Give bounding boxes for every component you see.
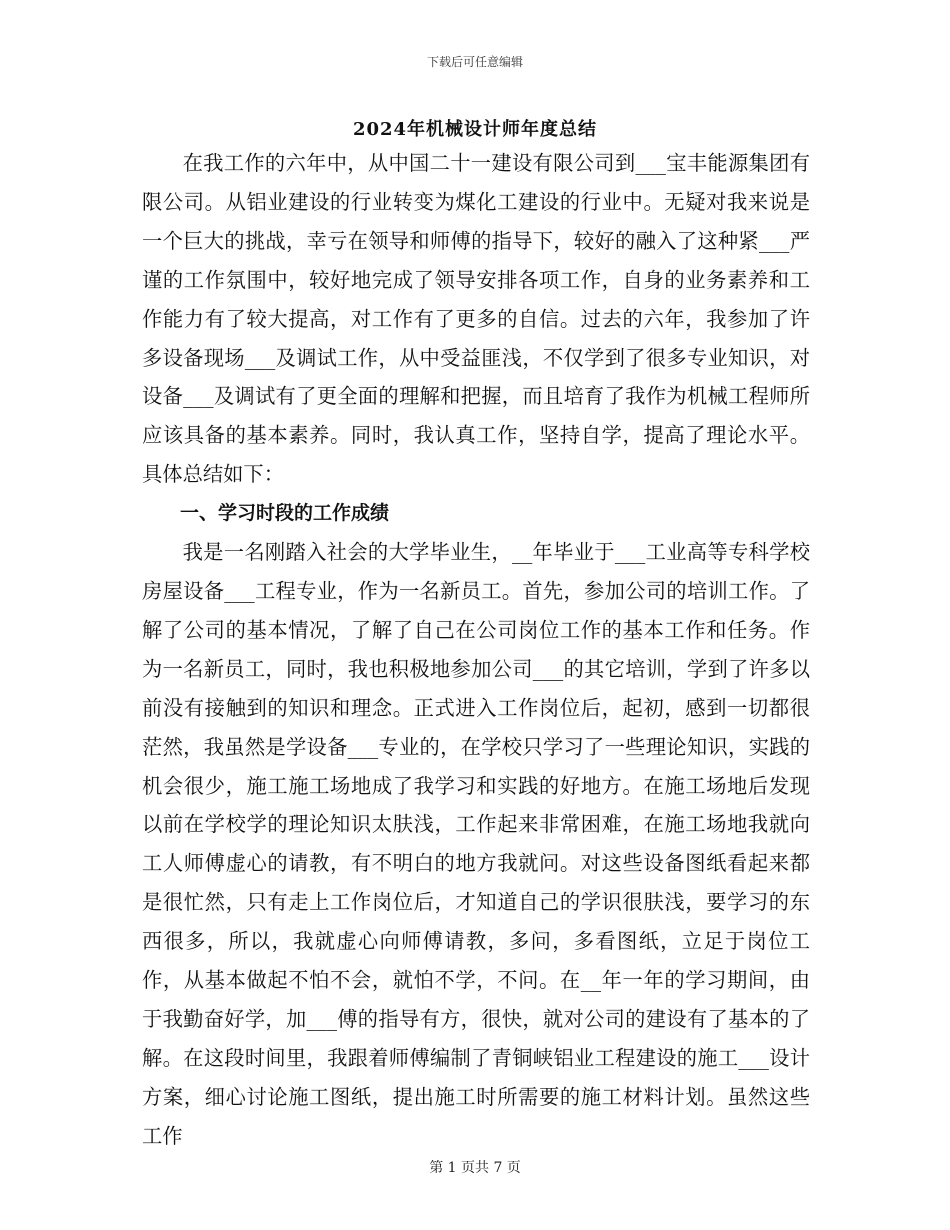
section-paragraph: 我是一名刚踏入社会的大学毕业生，__年毕业于___工业高等专科学校房屋设备___工程专业，作为一名新员工。首先，参加公司的培训工作。了解了公司的基本情况，了解了自己在公司岗位工作的基本工作和任务。作为一名新员工，同时，我也积极地参加公司___的其它培训，学到了许多以前没有接触到的知识和理念。正式进入工作岗位后，起初，感到一切都很茫然，我虽然是学设备___专业的，在学校只学习了一些理论知识，实践的机会很少，施工施工场地成了我学习和实践的好地方。在施工场地后发现以前在学校学的理论知识太肤浅，工作起来非常困难，在施工场地我就向工人师傅虚心的请教，有不明白的地方我就问。对这些设备图纸看起来都是很忙然，只有走上工作岗位后，才知道自己的学识很肤浅，要学习的东西很多，所以，我就虚心向师傅请教，多问，多看图纸，立足于岗位工作，从基本做起不怕不会，就怕不学，不问。在__年一年的学习期间，由于我勤奋好学，加___傅的指导有方，很快，就对公司的建设有了基本的了解。在这段时间里，我跟着师傅编制了青铜峡铝业工程建设的施工___设计方案，细心讨论施工图纸，提出施工时所需要的施工材料计划。虽然这些工作 (142, 540, 810, 1148)
header-note: 下载后可任意编辑 (426, 55, 523, 69)
document-title: 2024年机械设计师年度总结 (352, 119, 598, 140)
intro-paragraph: 在我工作的六年中，从中国二十一建设有限公司到___宝丰能源集团有限公司。从铝业建设的行业转变为煤化工建设的行业中。无疑对我来说是一个巨大的挑战，幸亏在领导和师傅的指导下，较好的融入了这种紧___严谨的工作氛围中，较好地完成了领导安排各项工作，自身的业务素养和工作能力有了较大提高，对工作有了更多的自信。过去的六年，我参加了许多设备现场___及调试工作，从中受益匪浅，不仅学到了很多专业知识，对设备___及调试有了更全面的理解和把握，而且培育了我作为机械工程师所应该具备的基本素养。同时，我认真工作，坚持自学，提高了理论水平。具体总结如下： (142, 151, 810, 487)
section-heading: 一、学习时段的工作成绩 (180, 502, 390, 525)
page-number: 第 1 页共 7 页 (429, 1160, 521, 1176)
document-body (142, 144, 810, 1156)
